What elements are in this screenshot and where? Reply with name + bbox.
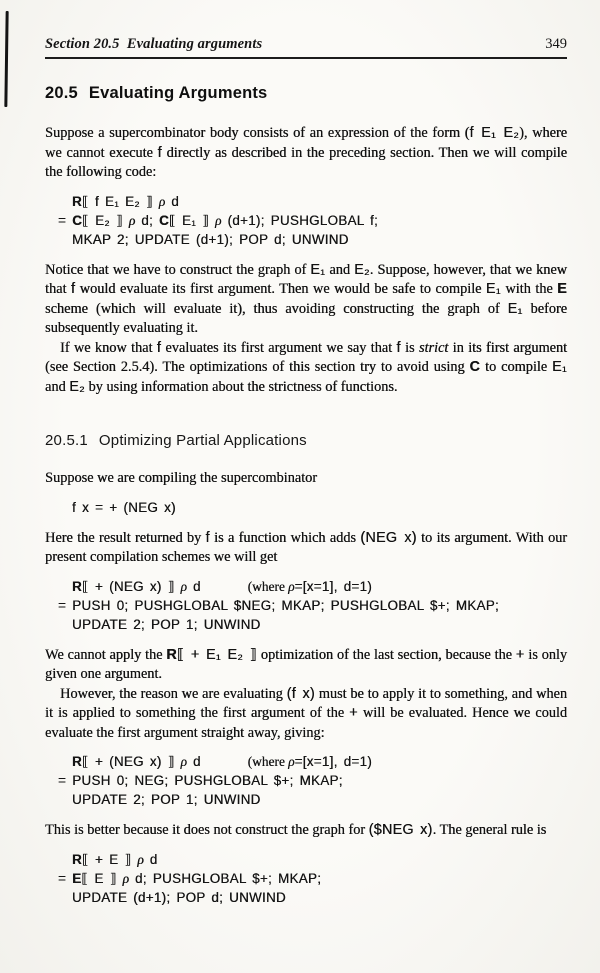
text-run: = [58,212,73,228]
text-run: d [143,851,158,867]
text-run: UPDATE 2; POP 1; UNWIND [72,616,261,632]
code-block [45,192,567,249]
text-run: d [186,578,201,594]
text-run: C [72,212,83,228]
text-run: d; PUSHGLOBAL $+; MKAP; [128,870,322,886]
heading-title: Optimizing Partial Applications [98,432,307,449]
text-run: to compile [480,359,553,375]
text-run: ρ [180,578,187,594]
text-run: Notice that we have to construct the graph of [45,261,311,278]
code-line [45,869,567,888]
code-line [45,498,567,517]
text-run: . The general rule is [432,822,547,838]
text-run: (f x) [286,685,315,702]
text-run: UPDATE (d+1); POP d; UNWIND [72,889,286,905]
code-block [45,752,567,809]
text-run: ⟦ E ⟧ [81,870,123,886]
paragraph [45,685,567,744]
code-line [45,752,567,771]
text-run: f [156,339,162,356]
text-run: R [72,851,82,867]
text-run: =[x=1], d=1) [294,754,372,769]
text-run: However, the reason we are evaluating [60,685,287,702]
text-run: R [166,646,177,663]
text-run: R [72,754,82,769]
text-run: by using information about the strictness of functions. [84,378,398,395]
text-run: ⟦ f E₁ E₂ ⟧ [81,193,159,209]
heading-title: Evaluating Arguments [88,84,268,102]
text-run: C [469,359,481,375]
text-run: f E₁ E₂ [469,125,520,141]
paragraph [45,261,567,339]
text-run: would evaluate its first argument. Then we would be safe to compile [75,281,486,297]
text-run: f [70,281,76,297]
paragraph [45,529,567,568]
running-header-title: Section 20.5 Evaluating arguments [45,36,263,52]
text-run: (NEG x) [360,529,417,546]
text-run: =[x=1], d=1) [294,578,372,594]
text-run: = [58,870,73,886]
text-run: E₁ [485,281,501,297]
code-line [45,192,567,211]
page-body [45,84,567,907]
text-run: d; [135,212,160,228]
text-run: Here the result returned by [45,529,206,546]
text-run: is only given one argument. [45,646,567,682]
text-run: f [396,339,401,356]
text-run: We cannot apply the [45,646,167,663]
text-run: ρ [288,578,295,594]
page-number: 349 [545,36,567,52]
text-run: E₂ [69,378,85,395]
text-run: scheme (which will evaluate it), thus avoiding constructing the graph of [45,300,508,317]
text-run: strict [418,339,449,356]
code-block [45,850,567,907]
text-run: f [157,144,162,161]
text-run: d [165,193,179,209]
paragraph [45,339,567,398]
running-header [45,36,567,53]
text-run: ρ [128,212,136,228]
text-run: d [186,754,201,769]
text-run: optimization of the last section, because the [257,646,516,663]
paragraph [45,646,567,685]
text-run: C [159,212,170,228]
text-run: in its first argument (see Section 2.5.4). The optimizations of this section try to avoid using [45,339,568,375]
text-run: R [72,193,82,209]
text-run: ($NEG x) [368,822,433,838]
paragraph [45,124,567,183]
text-run: Suppose a supercombinator body consists of an expression of the form ( [45,125,470,141]
text-run: directly as described in the preceding section. Then we will compile the following code: [45,144,568,180]
code-line [45,211,567,230]
text-run: If we know that [60,339,157,356]
text-run: E [557,281,568,297]
text-run: ⟦ + (NEG x) ⟧ [81,578,181,594]
code-line [45,230,567,249]
text-run: UPDATE 2; POP 1; UNWIND [72,792,261,807]
text-run: and [325,261,355,278]
paragraph [45,469,567,489]
text-run: f [205,529,210,546]
subsection-heading [45,432,567,449]
heading-number: 20.5 [45,84,78,102]
text-run: E₂ [354,261,370,278]
code-line [45,577,567,596]
text-run: E [72,870,82,886]
text-run: ρ [215,212,222,228]
text-run: ρ [180,754,187,769]
text-run: = PUSH 0; NEG; PUSHGLOBAL $+; MKAP; [58,773,343,788]
text-run: + [515,646,525,663]
text-run: (where [200,754,289,769]
text-run: E₁ [310,261,326,278]
code-block [45,577,567,634]
text-run: (where [200,578,289,594]
text-run: must be to apply it to something, and when it is applied to something the first argument of the [45,685,567,721]
text-run: is a function which adds [209,529,361,546]
text-run: with the [500,281,558,297]
text-run: to its argument. With our present compilation schemes we will get [45,529,568,565]
code-line [45,615,567,634]
code-line [45,790,567,809]
text-run: ), where we cannot execute [45,125,567,161]
text-run: (d+1); PUSHGLOBAL f; [221,212,378,228]
text-run: ρ [288,754,295,769]
text-run: E₁ [552,359,567,375]
text-run: . Suppose, however, that we knew that [45,261,568,297]
text-run: evaluates its first argument we say that [161,339,397,356]
paragraph [45,821,567,841]
text-run: ρ [158,193,166,209]
text-run: ⟦ E₁ ⟧ [169,212,215,228]
text-run: before subsequently evaluating it. [45,300,568,336]
text-run: MKAP 2; UPDATE (d+1); POP d; UNWIND [72,231,349,247]
text-run: R [72,578,82,594]
code-line [45,850,567,869]
text-run: is [400,339,419,356]
text-run: f x = + (NEG x) [72,499,176,515]
text-run: ⟦ + (NEG x) ⟧ [81,754,181,769]
text-run: This is better because it does not construct the graph for [45,822,369,838]
scan-artifact-mark [4,11,8,107]
code-line [45,888,567,907]
text-run: ρ [122,870,129,886]
text-run: Suppose we are compiling the supercombinator [45,470,317,486]
heading-number: 20.5.1 [45,432,88,449]
text-run: E₁ [507,300,523,317]
text-run: ⟦ + E ⟧ [81,851,138,867]
text-run: ⟦ E₂ ⟧ [82,212,129,228]
text-run: and [45,378,70,395]
code-line [45,771,567,790]
text-run: ρ [137,851,144,867]
section-heading [45,84,567,103]
header-rule [45,57,567,59]
code-block [45,498,567,517]
text-run: will be evaluated. Hence we could evaluate the first argument straight away, giving: [45,705,567,741]
text-run: ⟦ + E₁ E₂ ⟧ [176,646,257,663]
text-run: + [349,705,358,721]
code-line [45,596,567,615]
text-run: = PUSH 0; PUSHGLOBAL $NEG; MKAP; PUSHGLOBAL $+; MKAP; [58,597,499,613]
page-content [45,36,567,919]
